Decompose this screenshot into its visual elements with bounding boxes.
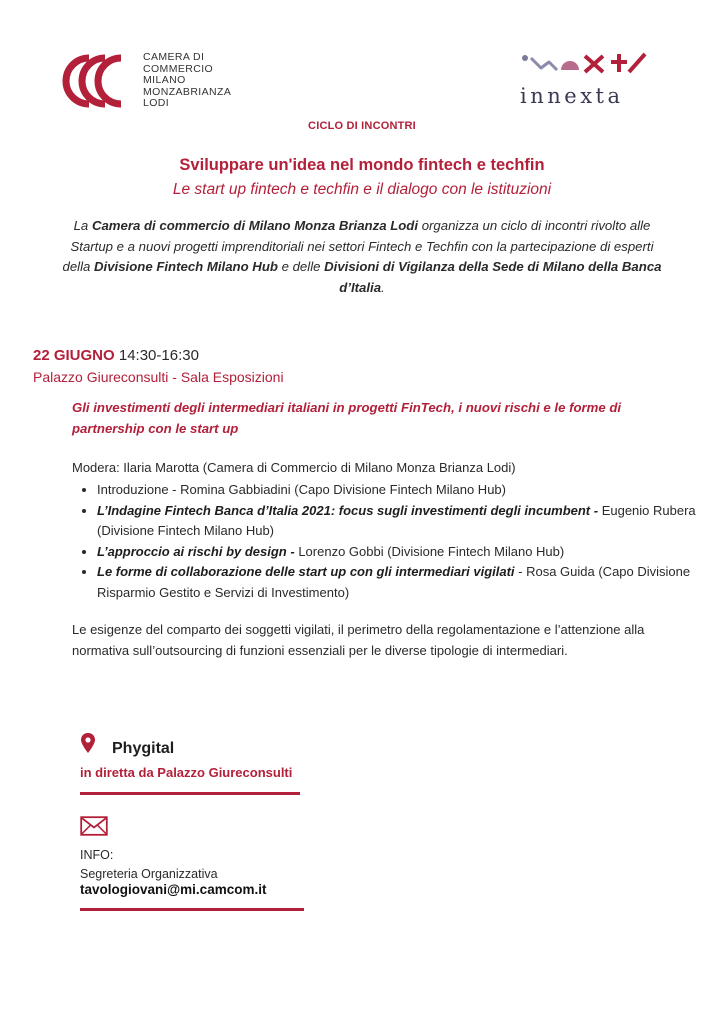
event-venue: Palazzo Giureconsulti - Sala Esposizioni — [33, 369, 284, 385]
intro-paragraph: La Camera di commercio di Milano Monza Brianza Lodi organizza un ciclo di incontri rivolto alle Startup e a nuovi progetti imprenditoriali nei settori Fintech e Techfin con la partecipazione di esperti della Divisione Fintech Milano Hub e delle Divisioni di Vigilanza della Sede di Milano della Banca d’Italia. — [62, 218, 662, 295]
divider — [80, 908, 304, 911]
event-date-time — [33, 347, 199, 364]
event-date: 22 GIUGNO — [33, 347, 115, 364]
session-title: Gli investimenti degli intermediari italiani in progetti FinTech, i nuovi rischi e le forme di partnership con le start up — [72, 400, 622, 436]
innexta-logo-mark — [519, 50, 649, 82]
camera-commercio-logo — [62, 52, 130, 110]
agenda-list — [72, 480, 697, 603]
map-pin-icon — [80, 732, 96, 754]
moderator: Modera: Ilaria Marotta (Camera di Commercio di Milano Monza Brianza Lodi) — [72, 460, 516, 475]
agenda-item: • Le forme di collaborazione delle start up con gli intermediari vigilati - Rosa Guida (Capo Divisione Risparmio Gestito e Servizi di Investimento) — [97, 562, 697, 603]
conclusion-paragraph: Le esigenze del comparto dei soggetti vigilati, il perimetro della regolamentazione e l’attenzione alla normativa sull’outsourcing di funzioni essenziali per le diverse tipologie di intermediari. — [72, 622, 645, 658]
camera-commercio-logo-text: CAMERA DI COMMERCIO MILANO MONZABRIANZA LODI — [143, 51, 232, 110]
envelope-icon — [80, 816, 108, 836]
contact-org: Segreteria Organizzativa — [80, 866, 218, 881]
series-label: CICLO DI INCONTRI — [308, 120, 416, 132]
contact-info — [80, 846, 218, 883]
page-subtitle: Le start up fintech e techfin e il dialogo con le istituzioni — [172, 181, 552, 198]
event-location-detail: in diretta da Palazzo Giureconsulti — [80, 765, 293, 780]
agenda-item: • L’Indagine Fintech Banca d’Italia 2021: focus sugli investimenti degli incumbent - Eugenio Rubera (Divisione Fintech Milano Hub) — [97, 501, 697, 542]
agenda-item: • L’approccio ai rischi by design - Lorenzo Gobbi (Divisione Fintech Milano Hub) — [97, 542, 697, 563]
divider — [80, 792, 300, 795]
agenda-item: • Introduzione - Romina Gabbiadini (Capo Divisione Fintech Milano Hub) — [97, 480, 697, 501]
event-mode: Phygital — [112, 740, 175, 757]
page-title: Sviluppare un'idea nel mondo fintech e techfin — [179, 156, 545, 174]
contact-email-link[interactable]: tavologiovani@mi.camcom.it — [80, 882, 267, 897]
contact-label: INFO: — [80, 848, 114, 862]
innexta-logo-wordmark: innexta — [520, 84, 624, 108]
event-time: 14:30-16:30 — [114, 347, 199, 364]
